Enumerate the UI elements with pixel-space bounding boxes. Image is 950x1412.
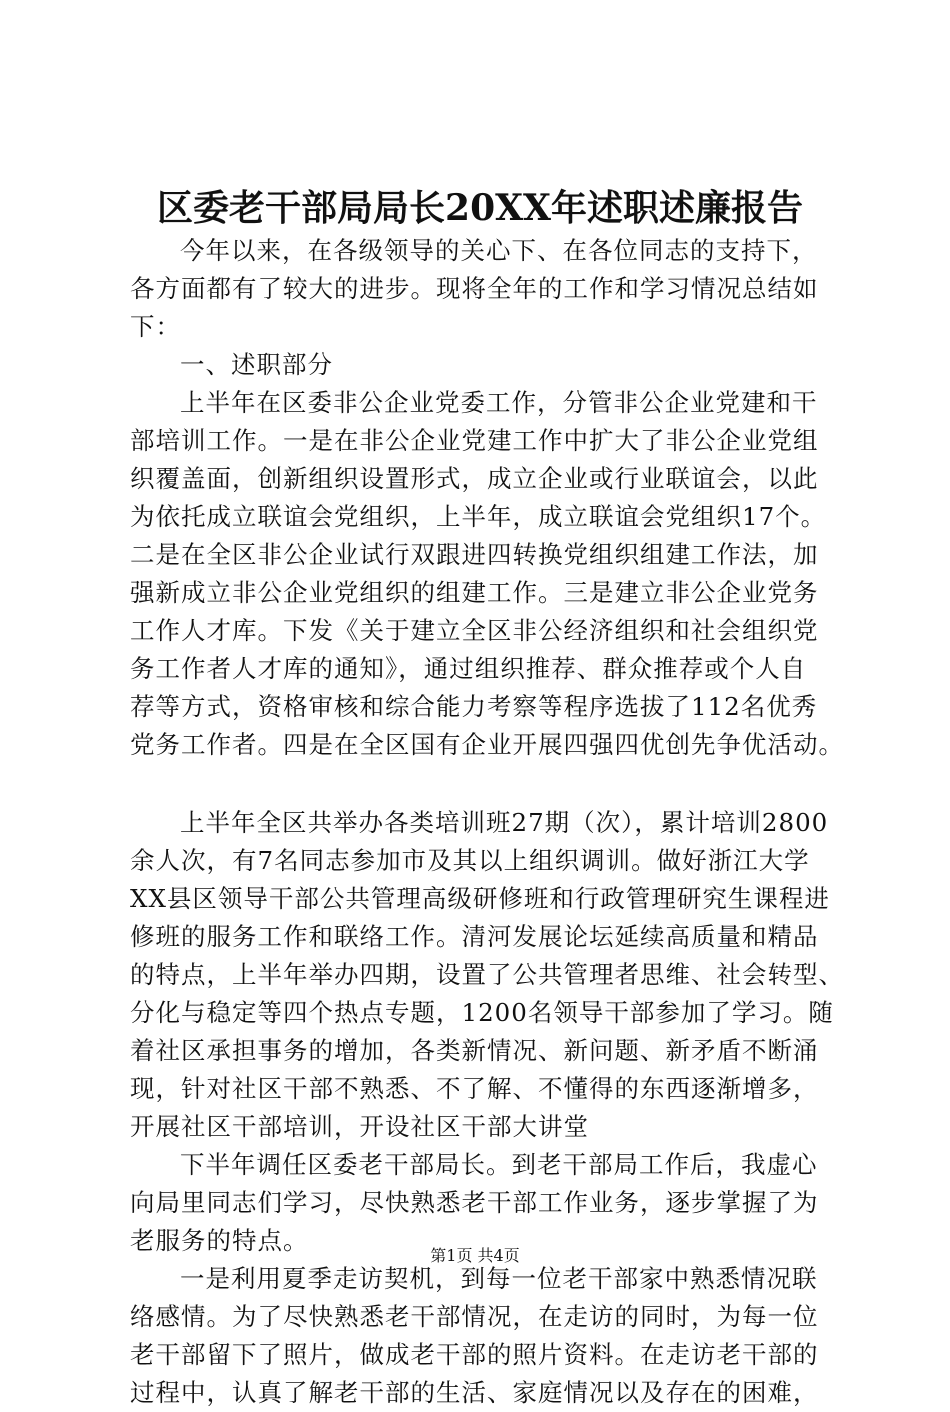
text-line: 二是在全区非公企业试行双跟进四转换党组织组建工作法，加 <box>130 540 819 569</box>
text-line: 上半年全区共举办各类培训班27期（次），累计培训2800 <box>180 808 829 837</box>
text-line: 开展社区干部培训，开设社区干部大讲堂 <box>130 1112 589 1141</box>
text-line: 老干部留下了照片，做成老干部的照片资料。在走访老干部的 <box>130 1340 819 1369</box>
text-line: 着社区承担事务的增加，各类新情况、新问题、新矛盾不断涌 <box>130 1036 819 1065</box>
text-line: 向局里同志们学习，尽快熟悉老干部工作业务，逐步掌握了为 <box>130 1188 819 1217</box>
document-title: 区委老干部局局长20XX年述职述廉报告 <box>157 187 803 229</box>
text-line: 修班的服务工作和联络工作。清河发展论坛延续高质量和精品 <box>130 922 819 951</box>
text-line: 一是利用夏季走访契机，到每一位老干部家中熟悉情况联 <box>180 1264 818 1293</box>
text-line: 下： <box>130 312 181 341</box>
text-line: 上半年在区委非公企业党委工作，分管非公企业党建和干 <box>180 388 818 417</box>
text-line: 部培训工作。一是在非公企业党建工作中扩大了非公企业党组 <box>130 426 819 455</box>
text-line: 为依托成立联谊会党组织，上半年，成立联谊会党组织17个。 <box>130 502 827 531</box>
page-footer: 第1页 共4页 <box>430 1246 520 1265</box>
blank-line <box>130 764 830 804</box>
text-line: 过程中，认真了解老干部的生活、家庭情况以及存在的困难， <box>130 1378 819 1407</box>
text-line: 织覆盖面，创新组织设置形式，成立企业或行业联谊会，以此 <box>130 464 819 493</box>
document-body <box>130 232 844 1412</box>
text-line: 络感情。为了尽快熟悉老干部情况，在走访的同时，为每一位 <box>130 1302 819 1331</box>
text-line: 余人次，有7名同志参加市及其以上组织调训。做好浙江大学 <box>130 846 810 875</box>
text-line: 各方面都有了较大的进步。现将全年的工作和学习情况总结如 <box>130 274 819 303</box>
text-line: 务工作者人才库的通知》，通过组织推荐、群众推荐或个人自 <box>130 654 807 683</box>
text-line: 强新成立非公企业党组织的组建工作。三是建立非公企业党务 <box>130 578 819 607</box>
text-line: 今年以来，在各级领导的关心下、在各位同志的支持下， <box>180 236 818 265</box>
text-line: 的特点，上半年举办四期，设置了公共管理者思维、社会转型、 <box>130 960 844 989</box>
text-line: XX县区领导干部公共管理高级研修班和行政管理研究生课程进 <box>130 884 830 913</box>
text-line: 现，针对社区干部不熟悉、不了解、不懂得的东西逐渐增多， <box>130 1074 819 1103</box>
text-line: 荐等方式，资格审核和综合能力考察等程序选拔了112名优秀 <box>130 692 818 721</box>
text-line: 一、述职部分 <box>180 350 333 379</box>
text-line: 分化与稳定等四个热点专题，1200名领导干部参加了学习。随 <box>130 998 834 1027</box>
text-line: 党务工作者。四是在全区国有企业开展四强四优创先争优活动。 <box>130 730 844 759</box>
text-line: 工作人才库。下发《关于建立全区非公经济组织和社会组织党 <box>130 616 819 645</box>
text-line: 下半年调任区委老干部局长。到老干部局工作后，我虚心 <box>180 1150 818 1179</box>
text-line: 老服务的特点。 <box>130 1226 309 1255</box>
